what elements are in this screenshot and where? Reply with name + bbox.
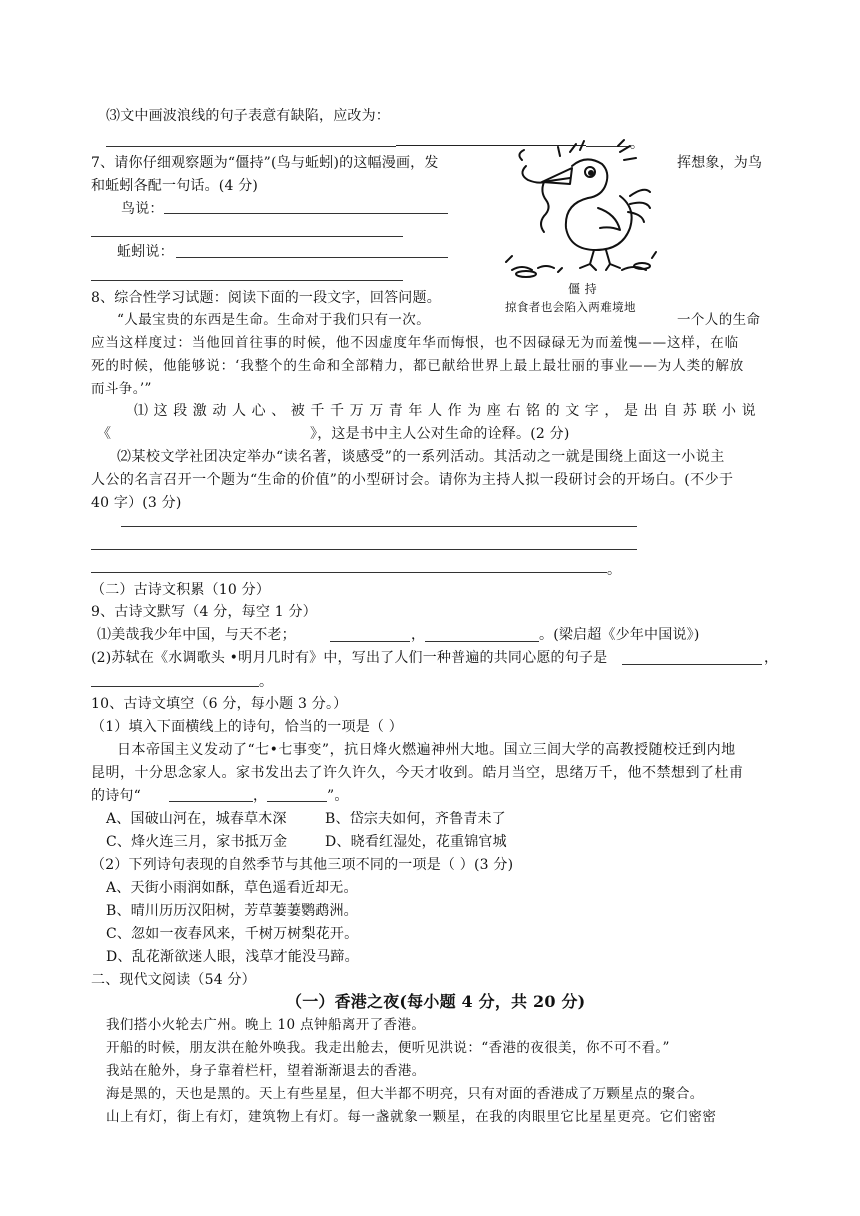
q9-2-end: 。 (259, 674, 274, 690)
q7-bird-label: 鸟说： (121, 201, 164, 217)
q9-2-text: (2)苏轼在《水调歌头 •明月几时有》中，写出了人们一种普遍的共同心愿的句子是 (91, 650, 608, 666)
passage-para: 海是黑的，天也是黑的。天上有些星星，但大半都不明亮，只有对面的香港成了万颗星点的聚合。 (106, 1086, 704, 1102)
q10-1-option-b[interactable]: B、岱宗夫如何，齐鲁青未了 (325, 811, 506, 827)
q10-1-para-line2: 昆明，十分思念家人。家书发出去了许久许久，今天才收到。皓月当空，思绪万千，他不禁想到了杜甫 (91, 765, 744, 781)
q8-sub1-line1: ⑴这段激动人心、被千千万万青年人作为座右铭的文字，是出自苏联小说 (134, 403, 762, 419)
q10-1-option-c[interactable]: C、烽火连三月，家书抵万金 (106, 834, 288, 850)
bird-worm-cartoon-icon (502, 138, 662, 278)
q8-sub1-line2: 》，这是书中主人公对生命的诠释。(2 分) (310, 426, 570, 442)
q10-2-option-a[interactable]: A、天街小雨润如酥，草色遥看近却无。 (106, 880, 358, 896)
q7-line1-a: 7、请你仔细观察题为“僵持”(鸟与蚯蚓)的这幅漫画，发 (91, 155, 439, 171)
passage-para: 开船的时候，朋友洪在舱外唤我。我走出舱去，便听见洪说：“香港的夜很美，你不可不看。” (106, 1040, 670, 1056)
bird-answer-blank[interactable] (91, 236, 403, 237)
q9-2-comma: ， (764, 650, 779, 666)
q10-1-para-line3-b: ， (253, 788, 268, 804)
q6-item3-end: 。 (630, 136, 645, 152)
section2-heading: （二）古诗文积累（10 分） (91, 582, 271, 598)
q10-1-para-line1: 日本帝国主义发动了“七•七事变”，抗日烽火燃遍神州大地。国立三闾大学的高教授随校迁到内地 (117, 742, 736, 758)
cartoon-caption: 掠食者也会陷入两难境地 (505, 300, 636, 314)
passage-title: （一）香港之夜(每小题 4 分，共 20 分) (286, 992, 586, 1011)
passage-para: 山上有灯，街上有灯，建筑物上有灯。每一盏就象一颗星，在我的肉眼里它比星星更亮。它们密密 (106, 1109, 717, 1125)
opening-answer-blank[interactable] (91, 572, 607, 573)
q10-2-option-b[interactable]: B、晴川历历汉阳树，芳草萋萋鹦鹉洲。 (106, 903, 358, 919)
worm-answer-blank[interactable] (176, 257, 448, 258)
q9-title: 9、古诗文默写（4 分，每空 1 分） (91, 604, 317, 620)
poem-blank[interactable] (425, 641, 539, 642)
q10-2-question: （2）下列诗句表现的自然季节与其他三项不同的一项是（ ）(3 分) (91, 857, 514, 873)
q8-quote-line1-b: 一个人的生命 (677, 312, 761, 328)
opening-answer-blank[interactable] (91, 549, 637, 550)
bird-answer-blank[interactable] (164, 213, 448, 214)
q8-sub1-open-bracket: 《 (97, 426, 112, 442)
answer-blank[interactable] (106, 146, 396, 147)
q8-quote-line3: 死的时候，他能够说：‘我整个的生命和全部精力，都已献给世界上最上最壮丽的事业——为人类的解放 (91, 358, 745, 374)
q6-item3-text: ⑶文中画波浪线的句子表意有缺陷，应改为： (106, 108, 390, 124)
q10-2-option-c[interactable]: C、忽如一夜春风来，千树万树梨花开。 (106, 926, 359, 942)
q8-quote-line4: 而斗争。’” (91, 381, 152, 397)
poem-blank[interactable] (267, 801, 327, 802)
poem-blank[interactable] (91, 686, 259, 687)
q7-line2: 和蚯蚓各配一句话。(4 分) (91, 178, 259, 194)
q8-sub2-line1: ⑵某校文学社团决定举办“读名著，谈感受”的一系列活动。其活动之一就是围绕上面这一小说主 (117, 449, 725, 465)
passage-para: 我们搭小火轮去广州。晚上 10 点钟船离开了香港。 (106, 1017, 426, 1033)
q8-intro: 8、综合性学习试题：阅读下面的一段文字，回答问题。 (91, 290, 441, 306)
q10-1-option-a[interactable]: A、国破山河在，城春草木深 (106, 811, 287, 827)
part2-heading: 二、现代文阅读（54 分） (91, 972, 256, 988)
poem-blank[interactable] (622, 664, 762, 665)
cartoon-title: 僵 持 (568, 282, 598, 296)
q8-quote-line2: 应当这样度过：当他回首往事的时候，他不因虚度年华而悔恨，也不因碌碌无为而羞愧——这样，在临 (91, 335, 739, 351)
q10-1-option-d[interactable]: D、晓看红湿处，花重锦官城 (325, 834, 507, 850)
q8-sub2-end: 。 (607, 562, 622, 578)
q10-title: 10、古诗文填空（6 分，每小题 3 分。） (91, 696, 348, 712)
q10-2-option-d[interactable]: D、乱花渐欲迷人眼，浅草才能没马蹄。 (106, 949, 359, 965)
q9-1-source: 。(梁启超《少年中国说》) (539, 627, 700, 643)
q10-1-para-line3-c: ”。 (327, 788, 349, 804)
q10-1-question: （1）填入下面横线上的诗句，恰当的一项是（ ） (91, 719, 403, 735)
q9-1-text: ⑴美哉我少年中国，与天不老； (97, 627, 296, 643)
worm-answer-blank[interactable] (91, 280, 403, 281)
q8-quote-line1-a: “人最宝贵的东西是生命。生命对于我们只有一次。 (117, 312, 431, 328)
q7-line1-b: 挥想象，为鸟 (677, 155, 763, 171)
q10-1-para-line3-a: 的诗句“ (91, 788, 141, 804)
poem-blank[interactable] (169, 801, 253, 802)
q8-sub2-line3: 40 字）(3 分) (91, 495, 182, 511)
poem-blank[interactable] (330, 641, 410, 642)
passage-para: 我站在舱外，身子靠着栏杆，望着渐渐退去的香港。 (106, 1063, 426, 1079)
q9-1-comma: ， (411, 627, 426, 643)
opening-answer-blank[interactable] (121, 526, 637, 527)
q8-sub2-line2: 人公的名言召开一个题为“生命的价值”的小型研讨会。请你为主持人拟一段研讨会的开场白。(不少于 (91, 472, 734, 488)
q7-worm-label: 蚯蚓说： (117, 244, 174, 260)
